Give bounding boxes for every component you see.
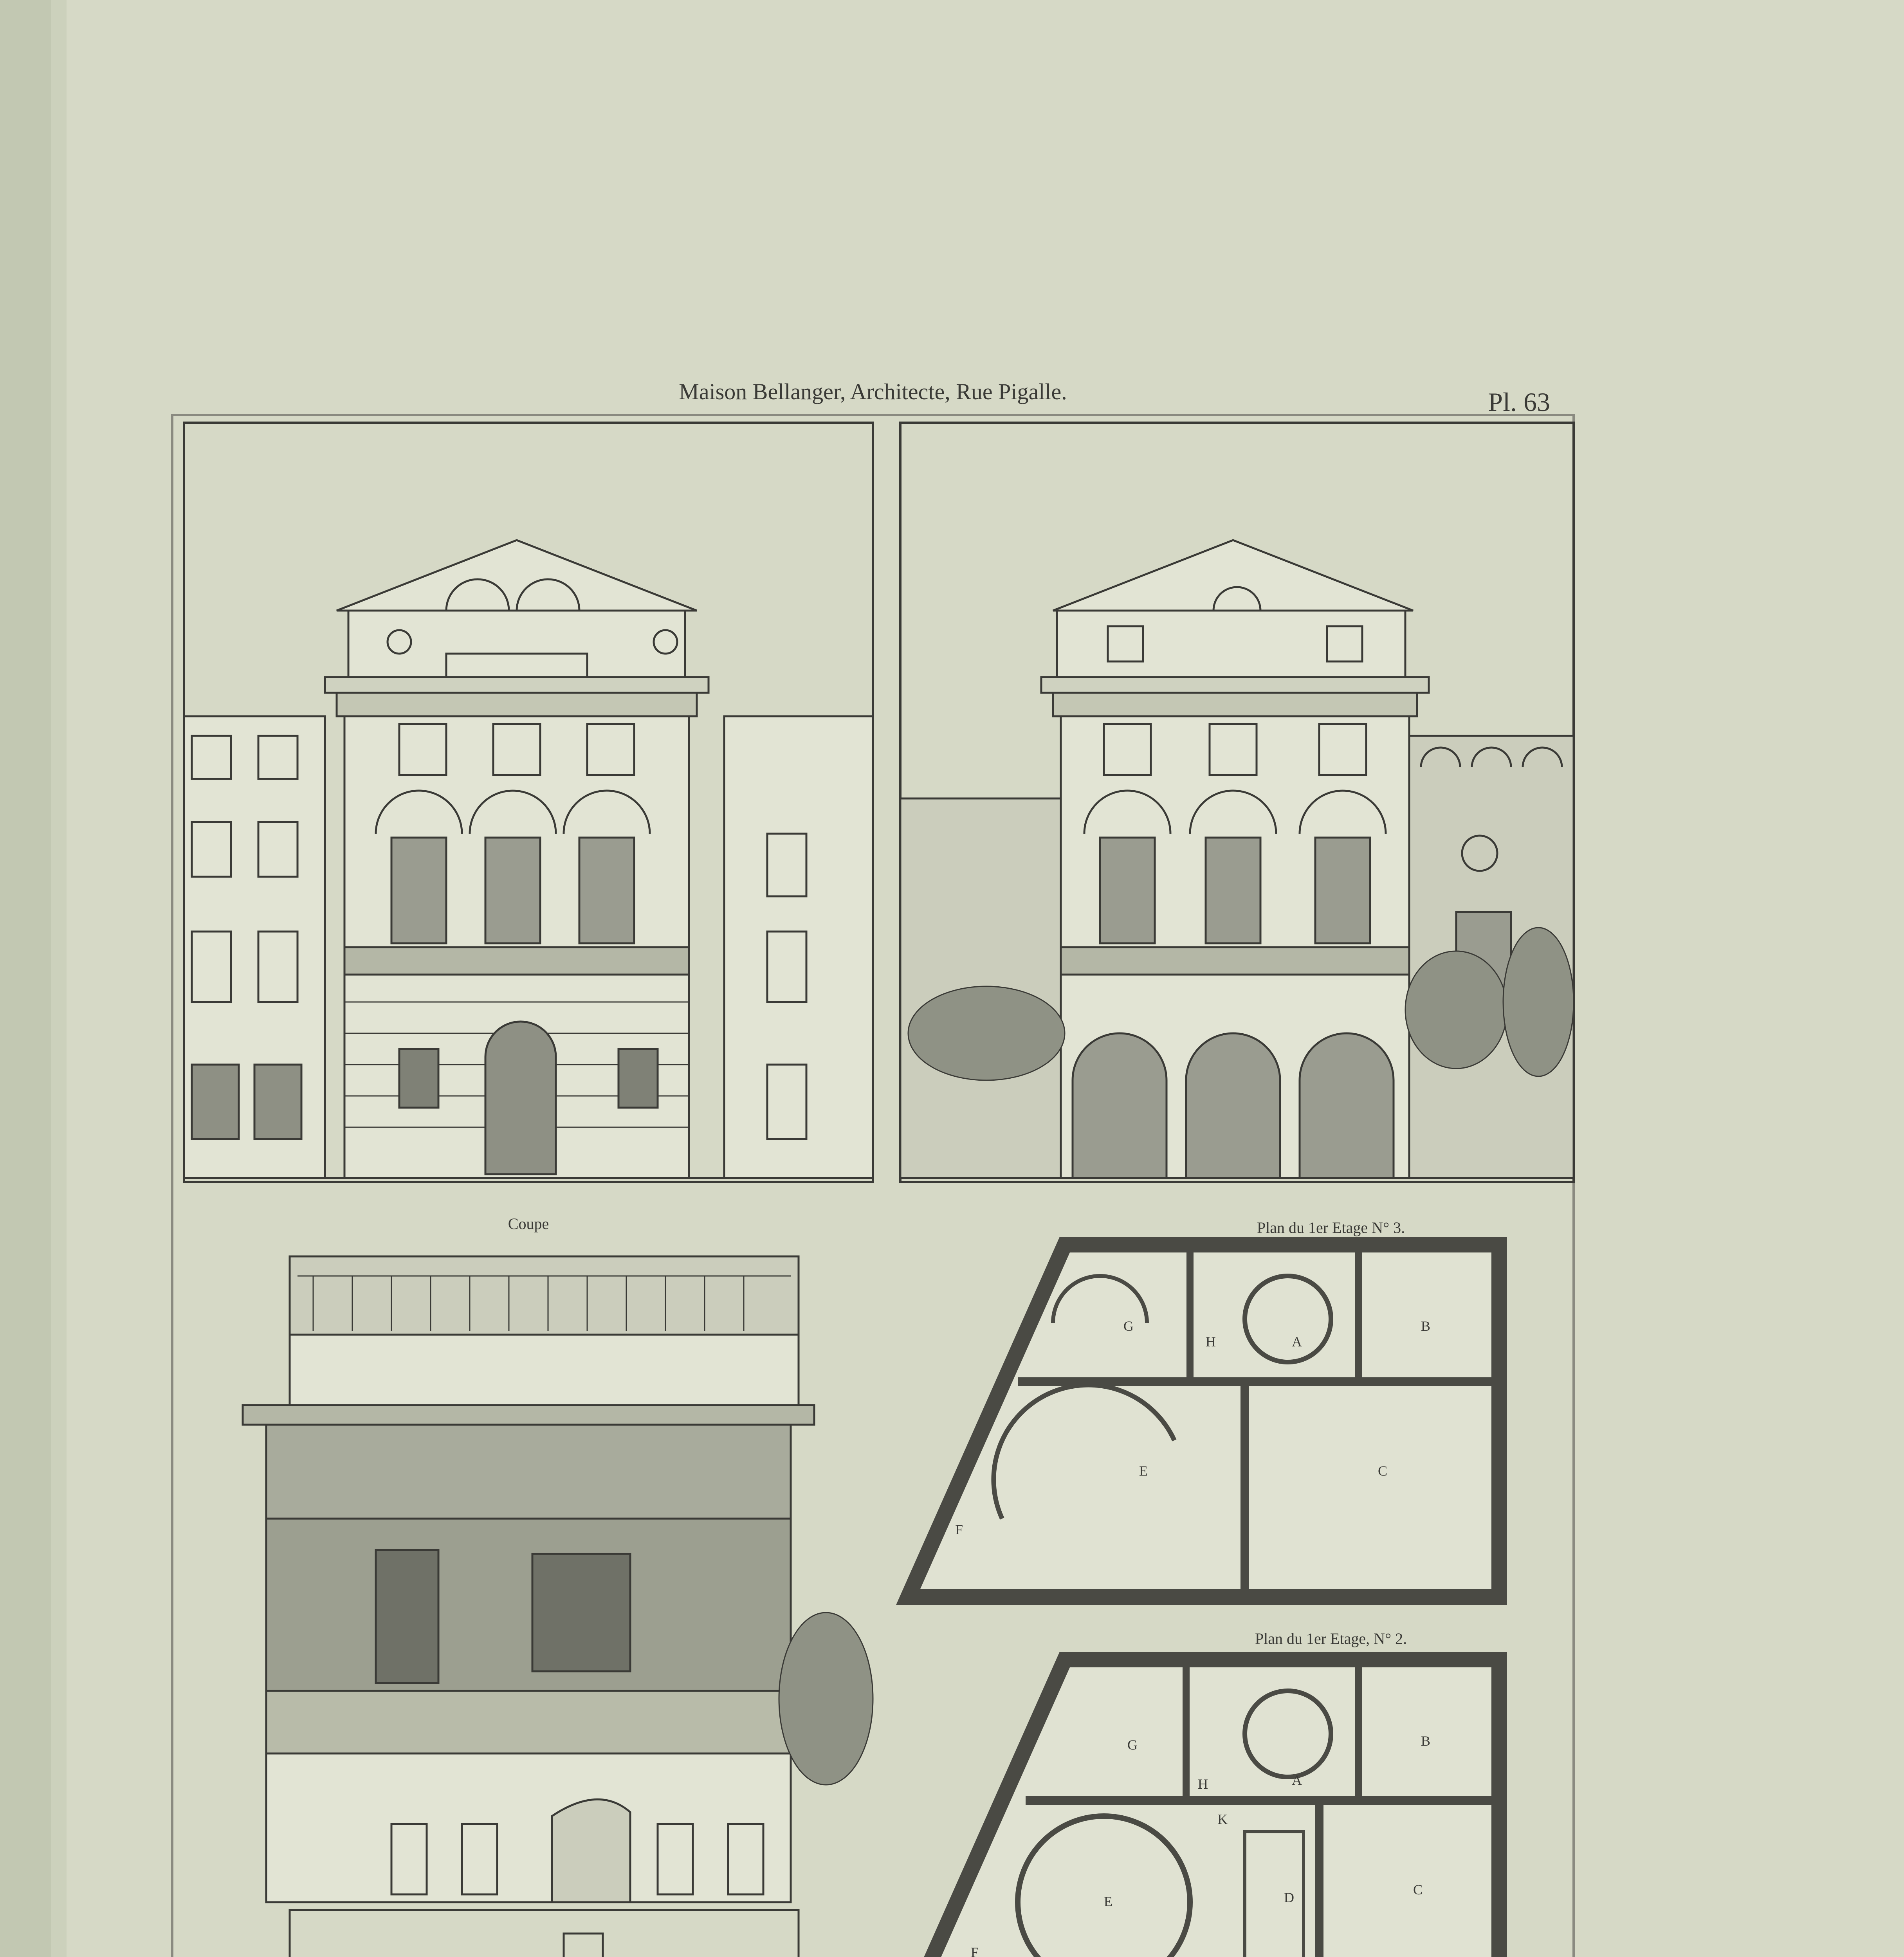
svg-text:F: F [971,1944,979,1957]
svg-text:H: H [1198,1776,1208,1792]
svg-text:B: B [1421,1318,1431,1334]
section-coupe [243,1256,873,1957]
plate-title: Maison Bellanger, Architecte, Rue Pigalle. [679,379,1067,404]
svg-text:D: D [1284,1890,1294,1905]
label-coupe: Coupe [508,1215,549,1233]
svg-text:F: F [955,1522,963,1537]
label-plan-2: Plan du 1er Etage, N° 2. [1255,1630,1407,1647]
plate-number: Pl. 63 [1488,387,1550,417]
svg-text:B: B [1421,1733,1431,1749]
svg-text:E: E [1139,1463,1148,1479]
svg-text:G: G [1127,1737,1138,1753]
svg-text:E: E [1104,1894,1112,1909]
svg-text:C: C [1413,1882,1423,1898]
svg-text:G: G [1123,1318,1134,1334]
svg-text:A: A [1292,1334,1302,1350]
svg-text:H: H [1206,1334,1216,1350]
label-plan-3: Plan du 1er Etage N° 3. [1257,1219,1405,1236]
svg-text:A: A [1292,1772,1302,1788]
svg-text:C: C [1378,1463,1388,1479]
svg-text:K: K [1217,1811,1228,1827]
